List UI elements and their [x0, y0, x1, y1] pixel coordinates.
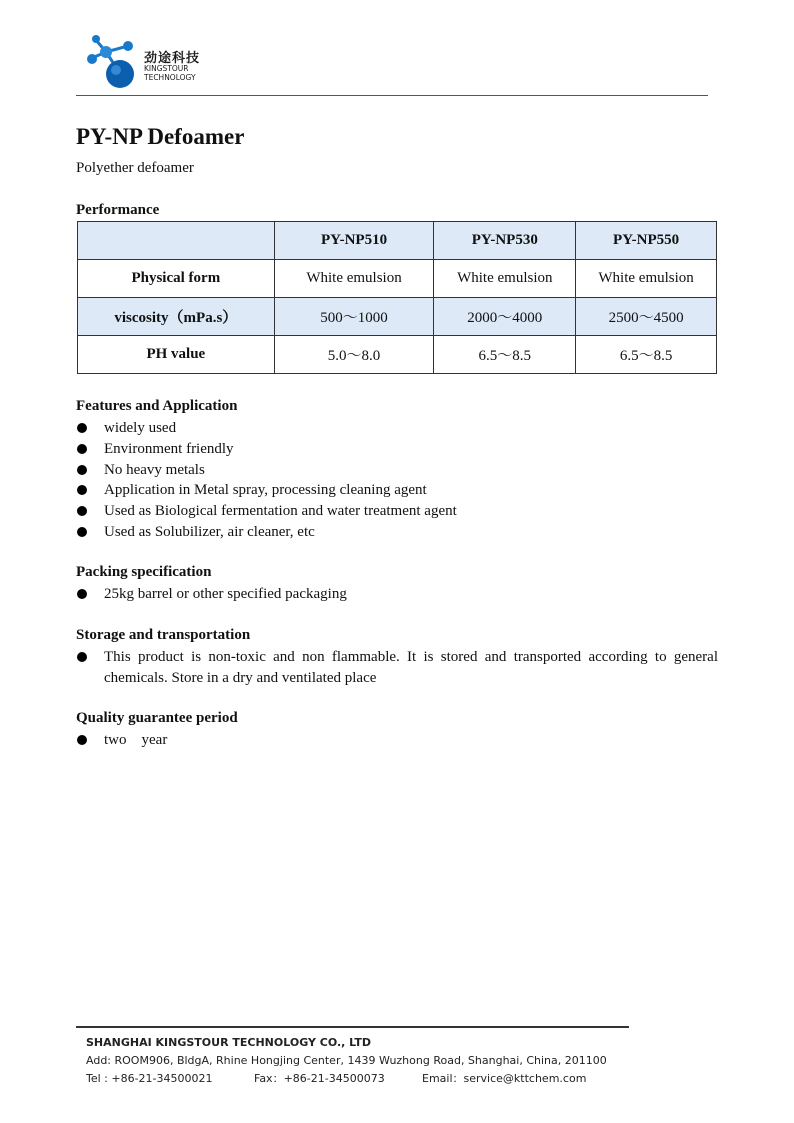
list-item — [76, 480, 718, 501]
row-label: PH value — [78, 336, 275, 374]
page-title: PY-NP Defoamer — [76, 124, 245, 149]
list-item — [76, 501, 718, 522]
page-subtitle: Polyether defoamer — [76, 160, 194, 176]
table-row — [78, 336, 717, 374]
table-header-cell: PY-NP510 — [274, 222, 434, 260]
table-header-cell — [78, 222, 275, 260]
footer — [86, 1034, 607, 1088]
bullet-icon — [77, 465, 87, 475]
packing-heading: Packing specification — [76, 564, 212, 580]
list-item-text: Application in Metal spray, processing cleaning agent — [104, 482, 427, 499]
quality-list — [76, 730, 718, 751]
table-row — [78, 298, 717, 336]
row-label: viscosity（mPa.s） — [78, 298, 275, 336]
list-item — [76, 647, 718, 689]
list-item-text: 25kg barrel or other specified packaging — [104, 586, 347, 602]
list-item-text: Used as Biological fermentation and water treatment agent — [104, 503, 457, 520]
company-logo — [84, 32, 224, 90]
quality-heading: Quality guarantee period — [76, 710, 238, 726]
list-item-text: No heavy metals — [104, 461, 205, 478]
list-item-text: two year — [104, 732, 168, 748]
table-cell: White emulsion — [274, 260, 434, 298]
logo-english-line2: TECHNOLOGY — [144, 73, 196, 82]
row-label: Physical form — [78, 260, 275, 298]
table-cell: 500～1000 — [274, 298, 434, 336]
table-cell: 5.0～8.0 — [274, 336, 434, 374]
features-list — [76, 418, 718, 543]
list-item-text: Environment friendly — [104, 440, 234, 457]
performance-table — [77, 221, 717, 374]
footer-tel: Tel : +86-21-34500021 — [86, 1072, 213, 1085]
bullet-icon — [77, 527, 87, 537]
table-cell: 2000～4000 — [434, 298, 576, 336]
logo-molecule-icon — [84, 32, 144, 90]
footer-address: Add: ROOM906, BldgA, Rhine Hongjing Center, 1439 Wuzhong Road, Shanghai, China, 201100 — [86, 1054, 607, 1067]
storage-heading: Storage and transportation — [76, 627, 251, 643]
list-item — [76, 418, 718, 439]
storage-list — [76, 647, 718, 689]
list-item-text: This product is non-toxic and non flammable. It is stored and transported according to general chemicals. Store in a dry and ventilated place — [104, 649, 718, 686]
features-heading: Features and Application — [76, 398, 238, 414]
footer-fax: Fax：+86-21-34500073 — [254, 1072, 385, 1085]
list-item — [76, 460, 718, 481]
table-header-row — [78, 222, 717, 260]
list-item — [76, 439, 718, 460]
table-cell: 6.5～8.5 — [434, 336, 576, 374]
bullet-icon — [77, 506, 87, 516]
list-item — [76, 522, 718, 543]
table-row — [78, 260, 717, 298]
logo-english-text — [144, 64, 196, 82]
logo-english-line1: KINGSTOUR — [144, 64, 189, 73]
table-cell: White emulsion — [576, 260, 717, 298]
table-header-cell: PY-NP530 — [434, 222, 576, 260]
footer-contact — [86, 1070, 607, 1088]
list-item-text: widely used — [104, 420, 177, 436]
footer-email: Email：service@kttchem.com — [422, 1072, 587, 1085]
list-item — [76, 584, 718, 605]
logo-chinese-text: 劲途科技 — [144, 51, 201, 66]
bullet-icon — [77, 589, 87, 599]
bullet-icon — [77, 444, 87, 454]
packing-list — [76, 584, 718, 605]
footer-company: SHANGHAI KINGSTOUR TECHNOLOGY CO., LTD — [86, 1036, 371, 1049]
performance-heading: Performance — [76, 202, 160, 218]
table-cell: White emulsion — [434, 260, 576, 298]
bullet-icon — [77, 423, 87, 433]
table-cell: 2500～4500 — [576, 298, 717, 336]
list-item — [76, 730, 718, 751]
bullet-icon — [77, 485, 87, 495]
header-divider — [76, 95, 708, 96]
list-item-text: Used as Solubilizer, air cleaner, etc — [104, 523, 315, 540]
footer-divider — [76, 1026, 629, 1028]
bullet-icon — [77, 652, 87, 662]
table-cell: 6.5～8.5 — [576, 336, 717, 374]
bullet-icon — [77, 735, 87, 745]
table-header-cell: PY-NP550 — [576, 222, 717, 260]
